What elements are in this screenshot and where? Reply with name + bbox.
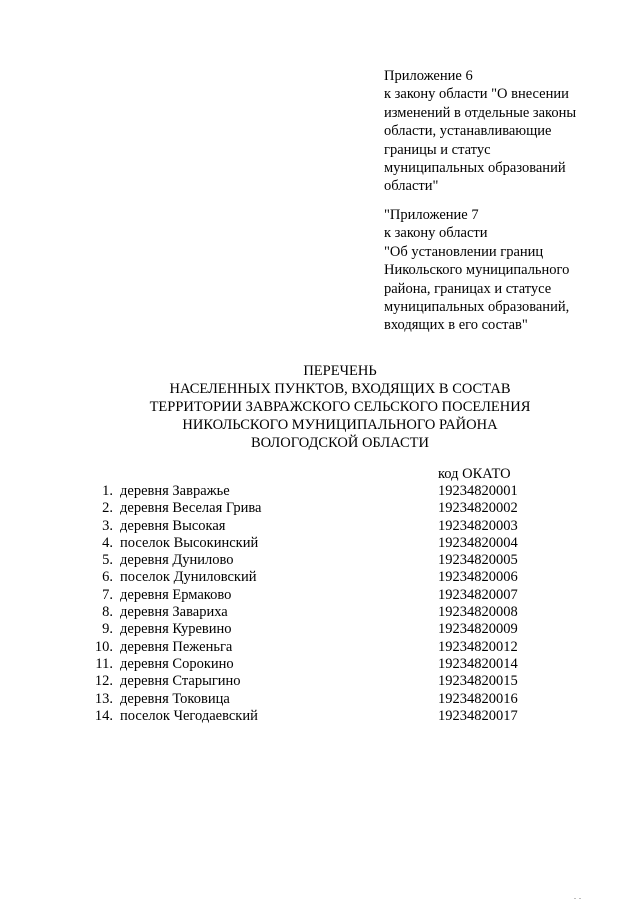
list-item xyxy=(0,587,640,604)
annex-7-line: "Приложение 7 xyxy=(384,207,479,223)
settlement-name: деревня Веселая Грива xyxy=(120,500,262,517)
title-line: ВОЛОГОДСКОЙ ОБЛАСТИ xyxy=(251,435,429,451)
item-number: 4. xyxy=(102,534,113,551)
scan-speck xyxy=(579,898,581,899)
title-line: НИКОЛЬСКОГО МУНИЦИПАЛЬНОГО РАЙОНА xyxy=(182,417,498,433)
okato-code: 19234820014 xyxy=(438,655,518,672)
settlement-name: деревня Сорокино xyxy=(120,655,234,672)
annex-6-line: границы и статус xyxy=(384,141,491,158)
settlement-name: деревня Дунилово xyxy=(120,552,234,569)
annex-6-line: изменений в отдельные законы xyxy=(384,104,577,121)
settlement-name: деревня Старыгино xyxy=(120,673,241,690)
okato-code: 19234820012 xyxy=(438,638,518,655)
okato-code: 19234820009 xyxy=(438,621,518,638)
list-item xyxy=(0,673,640,690)
settlement-name: поселок Дуниловский xyxy=(120,569,257,586)
list-item xyxy=(0,500,640,517)
annex-7-line: района, границах и статусе xyxy=(384,280,552,297)
list-item xyxy=(0,639,640,656)
item-number: 12. xyxy=(94,673,113,690)
item-number: 14. xyxy=(94,707,113,724)
item-number: 8. xyxy=(102,604,113,621)
item-number: 1. xyxy=(102,483,113,499)
item-number: 6. xyxy=(102,569,113,586)
list-item xyxy=(0,621,640,638)
item-number: 13. xyxy=(94,690,113,707)
okato-code: 19234820001 xyxy=(438,483,518,499)
document-title xyxy=(0,362,640,452)
scan-speck xyxy=(574,898,576,899)
okato-code: 19234820016 xyxy=(438,690,518,707)
annex-7-line: муниципальных образований, xyxy=(384,299,570,316)
okato-code: 19234820004 xyxy=(438,534,518,551)
settlement-name: поселок Высокинский xyxy=(120,534,259,551)
settlement-name: деревня Завражье xyxy=(120,483,230,499)
list-item xyxy=(0,604,640,621)
settlement-name: деревня Ермаково xyxy=(120,586,232,603)
settlement-name: деревня Пеженьга xyxy=(120,638,233,655)
okato-code: 19234820015 xyxy=(438,673,518,690)
annex-7-line: Никольского муниципального xyxy=(384,262,570,279)
annex-7-line: входящих в его состав" xyxy=(384,317,528,334)
item-number: 9. xyxy=(102,621,113,638)
annex-6-line: Приложение 6 xyxy=(384,68,473,84)
item-number: 11. xyxy=(95,655,113,672)
annex-7-line: к закону области xyxy=(384,225,488,242)
settlement-name: деревня Завариха xyxy=(120,604,228,621)
settlement-name: деревня Куревино xyxy=(120,621,232,638)
okato-code-header: код ОКАТО xyxy=(438,466,511,482)
annex-7-note xyxy=(384,206,569,335)
settlement-name: поселок Чегодаевский xyxy=(120,707,258,724)
list-item xyxy=(0,656,640,673)
annex-6-line: к закону области "О внесении xyxy=(384,86,569,103)
annex-6-note xyxy=(384,67,576,196)
item-number: 7. xyxy=(102,586,113,603)
settlement-list xyxy=(0,483,640,725)
item-number: 2. xyxy=(102,500,113,517)
list-item xyxy=(0,483,640,500)
item-number: 10. xyxy=(94,638,113,655)
annex-6-line: области, устанавливающие xyxy=(384,123,552,140)
list-item xyxy=(0,708,640,725)
item-number: 3. xyxy=(102,517,113,534)
okato-code: 19234820017 xyxy=(438,707,518,724)
annex-7-line: "Об установлении границ xyxy=(384,243,544,260)
annex-6-line: муниципальных образований xyxy=(384,160,566,177)
annex-6-line: области" xyxy=(384,178,439,195)
list-item xyxy=(0,535,640,552)
settlement-name: деревня Высокая xyxy=(120,517,226,534)
settlement-name: деревня Токовица xyxy=(120,690,230,707)
list-item xyxy=(0,691,640,708)
list-item xyxy=(0,518,640,535)
item-number: 5. xyxy=(102,552,113,569)
okato-code: 19234820008 xyxy=(438,604,518,621)
okato-code: 19234820003 xyxy=(438,517,518,534)
list-item xyxy=(0,569,640,586)
list-item xyxy=(0,552,640,569)
okato-code: 19234820005 xyxy=(438,552,518,569)
title-line: НАСЕЛЕННЫХ ПУНКТОВ, ВХОДЯЩИХ В СОСТАВ xyxy=(169,381,511,397)
okato-code: 19234820006 xyxy=(438,569,518,586)
okato-code: 19234820002 xyxy=(438,500,518,517)
title-line: ТЕРРИТОРИИ ЗАВРАЖСКОГО СЕЛЬСКОГО ПОСЕЛЕНИЯ xyxy=(149,399,531,415)
title-line: ПЕРЕЧЕНЬ xyxy=(303,363,377,379)
okato-code: 19234820007 xyxy=(438,586,518,603)
